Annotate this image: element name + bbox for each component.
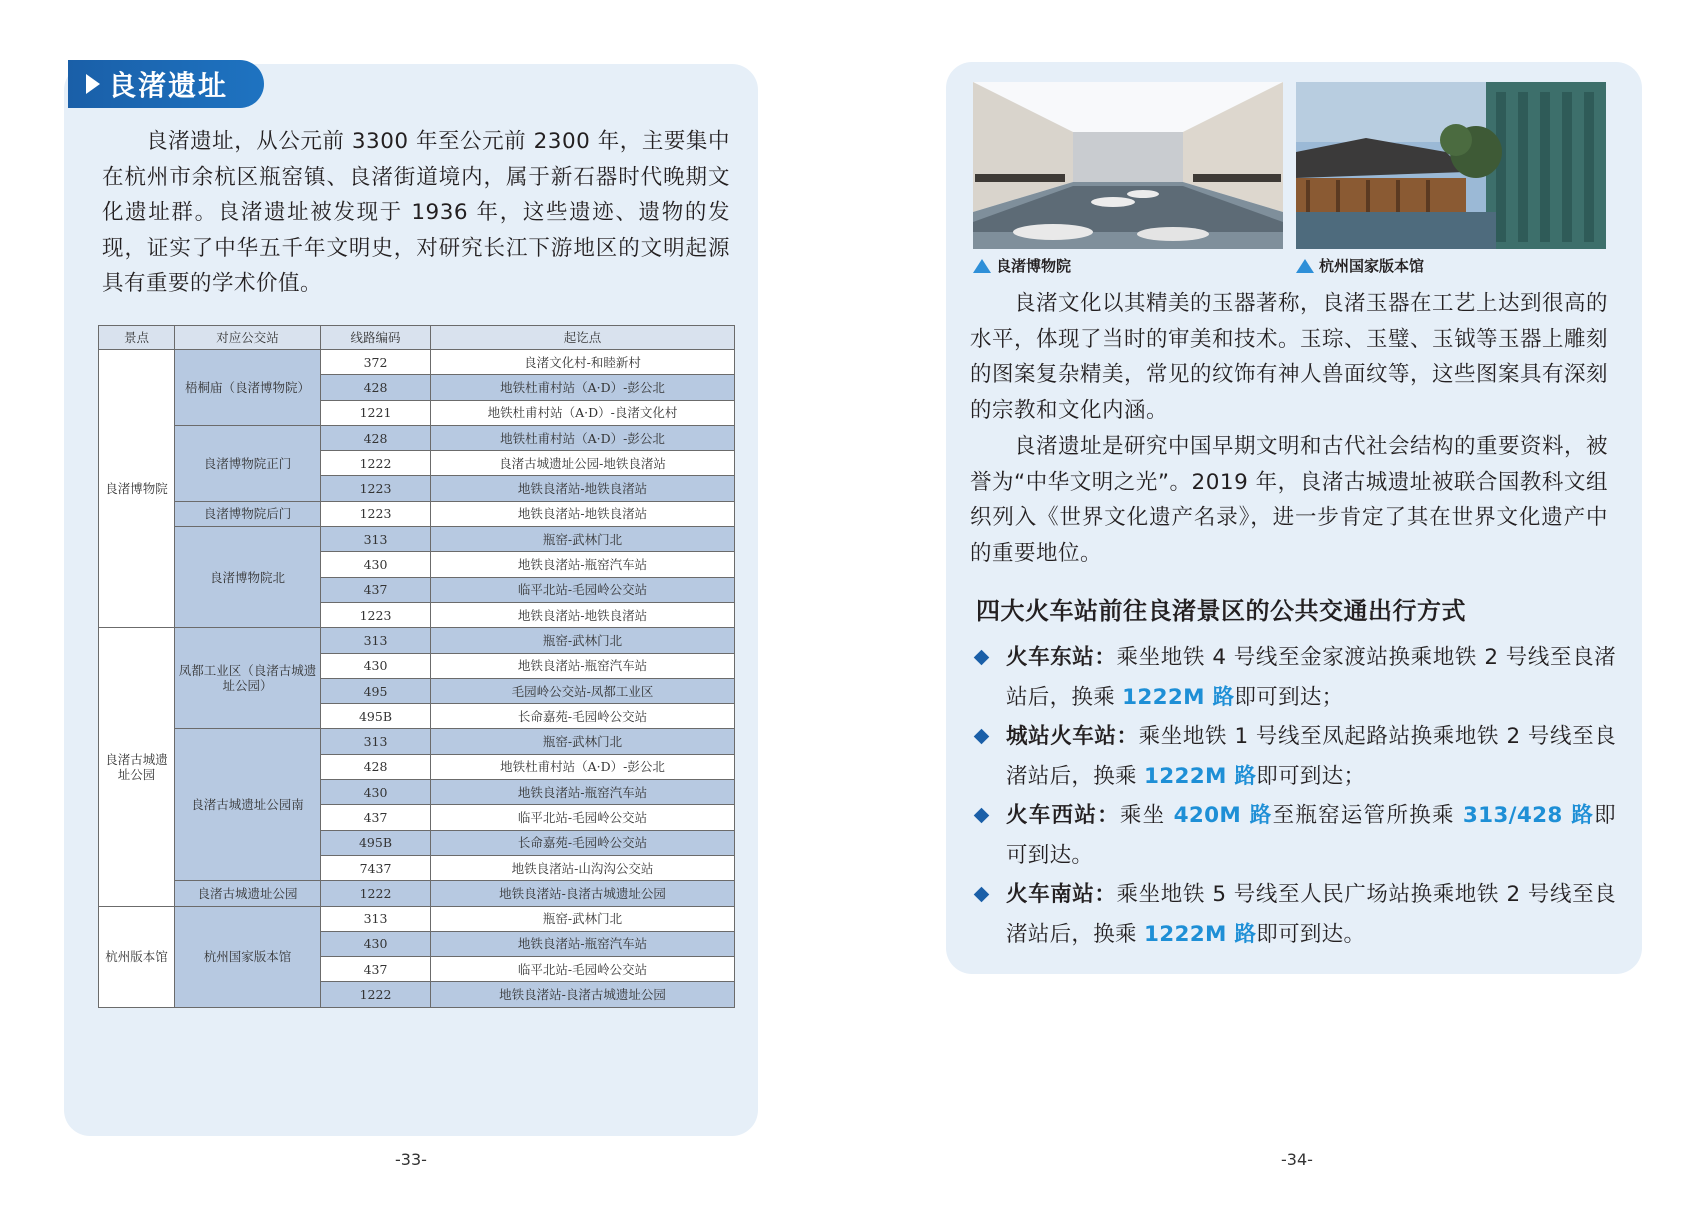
library-photo bbox=[1296, 82, 1606, 249]
route-code-cell: 495B bbox=[321, 830, 431, 855]
route-span-cell: 地铁良渚站-地铁良渚站 bbox=[431, 476, 735, 501]
route-code-cell: 1223 bbox=[321, 501, 431, 526]
stop-cell: 良渚古城遗址公园南 bbox=[175, 729, 321, 881]
diamond-bullet-icon bbox=[974, 887, 990, 903]
stop-cell: 杭州国家版本馆 bbox=[175, 906, 321, 1007]
library-caption bbox=[1296, 255, 1424, 276]
page-number-left: -33- bbox=[395, 1150, 427, 1169]
station-south-name: 火车南站： bbox=[1006, 882, 1117, 907]
station-south-end: 即可到达。 bbox=[1256, 922, 1366, 947]
route-code-cell: 313 bbox=[321, 906, 431, 931]
route-span-cell: 地铁良渚站-瓶窑汽车站 bbox=[431, 552, 735, 577]
route-span-cell: 长命嘉苑-毛园岭公交站 bbox=[431, 830, 735, 855]
scenic-cell: 良渚博物院 bbox=[99, 350, 175, 628]
table-row bbox=[99, 350, 735, 375]
station-city-text bbox=[1006, 717, 1616, 797]
route-code-cell: 495 bbox=[321, 678, 431, 703]
route-code-cell: 372 bbox=[321, 350, 431, 375]
route-code-cell: 428 bbox=[321, 425, 431, 450]
route-code-cell: 437 bbox=[321, 805, 431, 830]
station-west-route: 420M 路 bbox=[1173, 803, 1273, 828]
route-span-cell: 地铁良渚站-地铁良渚站 bbox=[431, 501, 735, 526]
station-south bbox=[976, 875, 1616, 955]
scenic-cell: 杭州版本馆 bbox=[99, 906, 175, 1007]
scenic-cell: 良渚古城遗址公园 bbox=[99, 628, 175, 906]
route-code-cell: 313 bbox=[321, 527, 431, 552]
route-code-cell: 495B bbox=[321, 704, 431, 729]
route-code-cell: 430 bbox=[321, 931, 431, 956]
route-code-cell: 7437 bbox=[321, 855, 431, 880]
intro-paragraph: 良渚遗址，从公元前 3300 年至公元前 2300 年，主要集中在杭州市余杭区瓶窑镇、良渚街道境内，属于新石器时代晚期文化遗址群。良渚遗址被发现于 1936 年，这些遗迹、遗物的发现，证实了中华五千年文明史，对研究长江下游地区的文明起源具有重要的学术价值。 bbox=[102, 129, 730, 296]
table-row bbox=[99, 425, 735, 450]
table-row bbox=[99, 628, 735, 653]
header-code: 线路编码 bbox=[321, 326, 431, 350]
route-span-cell: 地铁良渚站-瓶窑汽车站 bbox=[431, 931, 735, 956]
station-east-desc: 乘坐地铁 4 号线至金家渡站换乘地铁 2 号线至良渚站后，换乘 bbox=[1006, 645, 1616, 710]
diamond-bullet-icon bbox=[974, 650, 990, 666]
station-west bbox=[976, 796, 1616, 876]
route-span-cell: 瓶窑-武林门北 bbox=[431, 527, 735, 552]
route-span-cell: 地铁良渚站-良渚古城遗址公园 bbox=[431, 881, 735, 906]
station-east bbox=[976, 638, 1616, 718]
heritage-paragraph: 良渚遗址是研究中国早期文明和古代社会结构的重要资料，被誉为“中华文明之光”。2019 年，良渚古城遗址被联合国教科文组织列入《世界文化遗产名录》，进一步肯定了其在世界文化遗产中的重要地位。 bbox=[970, 434, 1609, 566]
bus-route-table bbox=[98, 325, 735, 1008]
station-city-route: 1222M 路 bbox=[1143, 764, 1257, 789]
route-code-cell: 1222 bbox=[321, 982, 431, 1007]
section-title: 良渚遗址 bbox=[108, 69, 229, 102]
route-code-cell: 1223 bbox=[321, 602, 431, 627]
museum-caption bbox=[973, 255, 1071, 276]
route-span-cell: 临平北站-毛园岭公交站 bbox=[431, 577, 735, 602]
diamond-bullet-icon bbox=[974, 729, 990, 745]
station-west-desc: 乘坐 bbox=[1119, 803, 1174, 828]
station-west-route2: 313/428 路 bbox=[1462, 803, 1595, 828]
route-code-cell: 428 bbox=[321, 754, 431, 779]
route-code-cell: 313 bbox=[321, 729, 431, 754]
route-span-cell: 地铁良渚站-良渚古城遗址公园 bbox=[431, 982, 735, 1007]
station-west-name: 火车西站： bbox=[1006, 803, 1120, 828]
station-south-desc: 乘坐地铁 5 号线至人民广场站换乘地铁 2 号线至良渚站后，换乘 bbox=[1006, 882, 1616, 947]
station-east-name: 火车东站： bbox=[1006, 645, 1117, 670]
route-span-cell: 地铁良渚站-山沟沟公交站 bbox=[431, 855, 735, 880]
route-span-cell: 临平北站-毛园岭公交站 bbox=[431, 805, 735, 830]
station-city-desc: 乘坐地铁 1 号线至凤起路站换乘地铁 2 号线至良渚站后，换乘 bbox=[1006, 724, 1616, 789]
stop-cell: 梧桐庙（良渚博物院） bbox=[175, 350, 321, 426]
station-city-end: 即可到达； bbox=[1256, 764, 1366, 789]
route-span-cell: 地铁杜甫村站（A·D）-彭公北 bbox=[431, 754, 735, 779]
route-code-cell: 430 bbox=[321, 552, 431, 577]
transport-section-title: 四大火车站前往良渚景区的公共交通出行方式 bbox=[976, 597, 1466, 625]
route-span-cell: 临平北站-毛园岭公交站 bbox=[431, 957, 735, 982]
stop-cell: 良渚博物院北 bbox=[175, 527, 321, 628]
station-city-name: 城站火车站： bbox=[1006, 724, 1139, 749]
route-code-cell: 437 bbox=[321, 957, 431, 982]
table-row bbox=[99, 501, 735, 526]
station-west-text bbox=[1006, 796, 1616, 876]
route-code-cell: 430 bbox=[321, 780, 431, 805]
museum-caption-text: 良渚博物院 bbox=[996, 257, 1072, 275]
header-stop: 对应公交站 bbox=[175, 326, 321, 350]
table-row bbox=[99, 906, 735, 931]
route-span-cell: 瓶窑-武林门北 bbox=[431, 906, 735, 931]
route-span-cell: 良渚文化村-和睦新村 bbox=[431, 350, 735, 375]
stop-cell: 良渚古城遗址公园 bbox=[175, 881, 321, 906]
route-span-cell: 长命嘉苑-毛园岭公交站 bbox=[431, 704, 735, 729]
table-header-row bbox=[99, 326, 735, 350]
station-city bbox=[976, 717, 1616, 797]
route-span-cell: 地铁良渚站-地铁良渚站 bbox=[431, 602, 735, 627]
station-south-text bbox=[1006, 875, 1616, 955]
route-code-cell: 1222 bbox=[321, 881, 431, 906]
route-span-cell: 瓶窑-武林门北 bbox=[431, 729, 735, 754]
route-span-cell: 地铁杜甫村站（A·D）-彭公北 bbox=[431, 425, 735, 450]
station-west-mid: 至瓶窑运管所换乘 bbox=[1272, 803, 1463, 828]
table-body bbox=[99, 350, 735, 1008]
route-code-cell: 428 bbox=[321, 375, 431, 400]
route-span-cell: 地铁杜甫村站（A·D）-良渚文化村 bbox=[431, 400, 735, 425]
header-span: 起讫点 bbox=[431, 326, 735, 350]
station-west-end: 即可到达。 bbox=[1006, 803, 1616, 868]
stop-cell: 良渚博物院后门 bbox=[175, 501, 321, 526]
section-title-tab bbox=[68, 60, 264, 108]
route-code-cell: 1222 bbox=[321, 451, 431, 476]
route-span-cell: 瓶窑-武林门北 bbox=[431, 628, 735, 653]
museum-photo bbox=[973, 82, 1283, 249]
station-east-text bbox=[1006, 638, 1616, 718]
table-row bbox=[99, 729, 735, 754]
route-span-cell: 良渚古城遗址公园-地铁良渚站 bbox=[431, 451, 735, 476]
library-caption-text: 杭州国家版本馆 bbox=[1319, 257, 1425, 275]
caption-triangle-icon bbox=[973, 259, 991, 273]
route-span-cell: 毛园岭公交站-凤都工业区 bbox=[431, 678, 735, 703]
header-scenic: 景点 bbox=[99, 326, 175, 350]
route-code-cell: 437 bbox=[321, 577, 431, 602]
table-row bbox=[99, 527, 735, 552]
route-code-cell: 313 bbox=[321, 628, 431, 653]
stop-cell: 凤都工业区（良渚古城遗址公园） bbox=[175, 628, 321, 729]
diamond-bullet-icon bbox=[974, 808, 990, 824]
play-triangle-icon bbox=[86, 74, 100, 94]
jade-paragraph: 良渚文化以其精美的玉器著称，良渚玉器在工艺上达到很高的水平，体现了当时的审美和技术。玉琮、玉璧、玉钺等玉器上雕刻的图案复杂精美，常见的纹饰有神人兽面纹等，这些图案具有深刻的宗教和文化内涵。 bbox=[970, 291, 1609, 423]
route-span-cell: 地铁良渚站-瓶窑汽车站 bbox=[431, 780, 735, 805]
route-span-cell: 地铁杜甫村站（A·D）-彭公北 bbox=[431, 375, 735, 400]
route-code-cell: 1221 bbox=[321, 400, 431, 425]
route-code-cell: 1223 bbox=[321, 476, 431, 501]
station-south-route: 1222M 路 bbox=[1143, 922, 1257, 947]
station-east-route: 1222M 路 bbox=[1122, 685, 1235, 710]
route-code-cell: 430 bbox=[321, 653, 431, 678]
page-number-right: -34- bbox=[1281, 1150, 1313, 1169]
stop-cell: 良渚博物院正门 bbox=[175, 425, 321, 501]
table-row bbox=[99, 881, 735, 906]
station-east-end: 即可到达； bbox=[1234, 685, 1344, 710]
route-span-cell: 地铁良渚站-瓶窑汽车站 bbox=[431, 653, 735, 678]
caption-triangle-icon bbox=[1296, 259, 1314, 273]
